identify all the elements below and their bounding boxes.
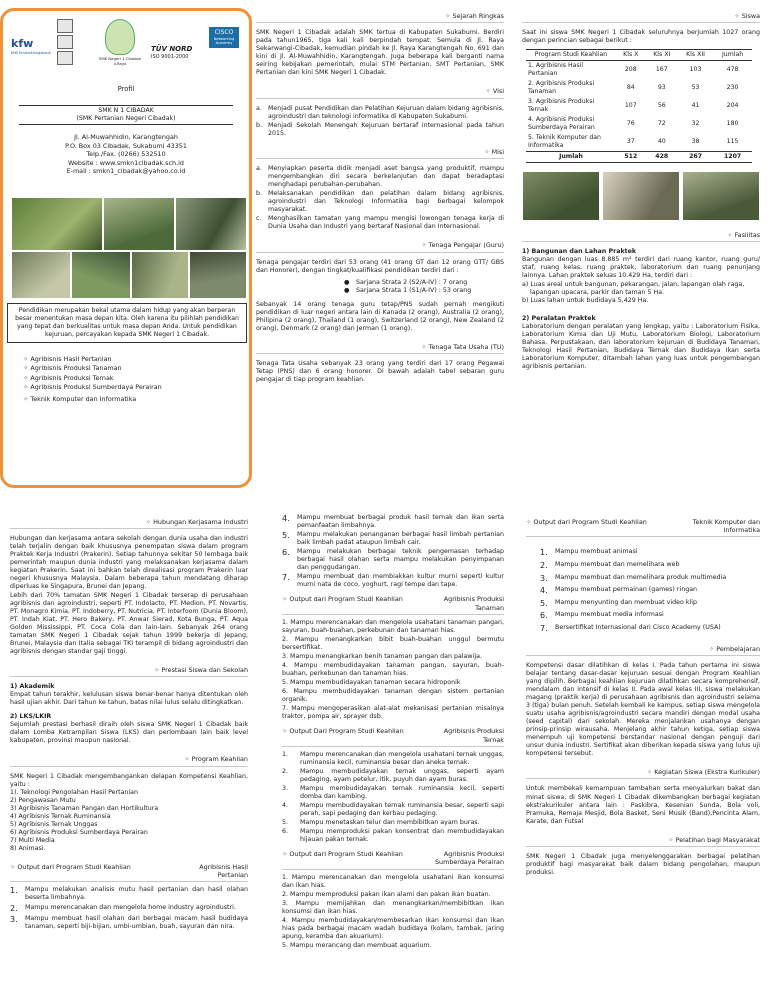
table-header: Kls XI	[646, 50, 678, 61]
kfw-logo-subtext: KfW Entwicklungsbank	[11, 51, 51, 56]
photo-practice	[682, 171, 760, 221]
output-item: 3. Mampu menangkarkan benih tanaman pangan dan palawija.	[282, 652, 482, 660]
photo-students	[175, 197, 247, 251]
photo-collage	[11, 197, 247, 299]
output-perairan-list	[282, 874, 504, 950]
count-cell: 40	[657, 137, 666, 145]
output-ahp-list-cont	[282, 514, 504, 589]
competency-item: 5) Agribisnis Ternak Unggas	[10, 820, 98, 828]
output-item	[282, 514, 504, 530]
hubungan-text: Hubungan dan kerjasama antara sekolah dengan dunia usaha dan industri telah terjalin dengan baik khususnya penempatan siswa dalam program Praktek Kerja Industri (Prakerin). Setiap tahunnya sekitar 50 lembaga baik pemerintah maupun dunia industri yang melaksanakan kerjasama dalam kegiatan Prakerin. Saat ini bahkan telah direalisasi program Prakerin luar negeri khususnya Malaysia. Dalam beberapa tahun mendatang diharap diperluas ke Singapura, Brunei dan Jepang.	[10, 535, 248, 591]
item-text: Mampu melakukan penanganan berbagai hasil limbah pertanian baik limbah padat ataupun limbah cair.	[297, 531, 504, 547]
section-header-tu: ✧ Tenaga Tata Usaha (TU)	[256, 343, 504, 354]
pembelajaran-text: Kompetensi dasar dilatihkan di kelas I. Pada tahun pertama ini siswa belajar tentang dasar-dasar kejuruan sesuai dengan Program Keahlian yang dipilih. Berbagai keahlian kejuruan dilatihkan secara komprehensif, mendalam dan intensif di kelas II. Pada awal kelas III, siswa melakukan magang (praktik kerja) di perusahaan agribisnis dan agroindustri selama 3 (tiga) bulan penuh. Setelah kembali ke kampus, setiap siswa mengelola suatu usaha agribisnis/agroindustri secara mandiri dengan modal usaha (seed capital) dari sekolah. Mereka menjalankan usahanya dengan prinsip-prinsip wirausaha. Menjelang akhir tahun ketiga, setiap siswa menempuh uji kompetensi berstandar nasional dengan penguji dari unsur dunia industri. Sertifikat akan diberikan kepada siswa yang lulus uji kompetensi tersebut.	[526, 661, 760, 758]
output-item	[282, 768, 504, 784]
item-text: Mampu menyunting dan membuat video klip	[555, 598, 697, 606]
akademik-title: 1) Akademik	[10, 683, 55, 691]
count-cell: 478	[726, 66, 739, 74]
total-cell: 428	[646, 151, 678, 162]
photo-class	[131, 251, 189, 299]
output-item	[540, 610, 760, 622]
address-line: Jl. Al-Muwahhidin, Karangtengah	[74, 133, 178, 142]
output-item	[10, 904, 248, 914]
school-name: SMK N 1 CIBADAK	[98, 107, 154, 115]
table-header: Kls XII	[678, 50, 713, 61]
cisco-logo-subtext: Networking Academy	[213, 36, 235, 46]
output-item	[282, 751, 504, 767]
total-cell: 512	[616, 151, 646, 162]
item-text: Mampu membuat dan memelihara web	[555, 560, 680, 568]
competency-item: 1). Teknologi Pengolahan Hasil Pertanian	[10, 788, 139, 796]
output-item: 4. Mampu membudidayakan tanaman pangan, sayuran, buah-buahan, perkebunan dan tanaman hias.	[282, 662, 504, 678]
output-item	[540, 585, 760, 597]
section-header-misi: ✧ Misi	[256, 148, 504, 159]
item-text: Mampu membudidayakan ternak ruminansia besar, seperti sapi perah, sapi pedaging dan kerbau pedaging.	[300, 802, 504, 818]
fasilitas-1-text: Bangunan dengan luas 8.885 m² terdiri dari ruang kantor, ruang guru/ staf, ruang kelas, ruang praktek, laboratorium dan ruang penunjang lainnya. Lahan praktek seluas 10.429 Ha, terdiri dari :	[522, 255, 760, 279]
output-title-left: ✧ Output dari Program Studi Keahlian	[282, 850, 403, 866]
item-number: 5.	[282, 819, 289, 827]
item-text: Mampu membuat hasil olahan dari berbagai macam hasil budidaya tanaman, seperti biji-bijian, umbi-umbian, buah, sayuran dan nira.	[25, 914, 248, 930]
output-item	[282, 548, 504, 572]
section-header-masyarakat: ✧ Pelatihan bagi Masyarakat	[526, 836, 760, 847]
item-number: 3.	[540, 573, 548, 583]
item-text: Mampu melakukan analisis mutu hasil pertanian dan hasil olahan beserta limbahnya.	[25, 886, 248, 902]
table-row	[526, 133, 752, 151]
output-item: 1. Mampu merencanakan dan mengelola usahatani tanaman pangan, sayuran, buah-buahan, perkebunan dan tanaman hias.	[282, 618, 504, 634]
output-title-right: Agribisnis Produksi Tanaman	[443, 595, 504, 612]
school-address	[3, 133, 249, 175]
item-number: 5.	[540, 598, 548, 608]
table-header-row	[526, 50, 752, 61]
output-title-right: Agribisnis Produksi Sumberdaya Perairan	[434, 850, 504, 867]
item-number: 2.	[540, 560, 548, 570]
item-text: Mampu membuat dan memelihara produk multimedia	[555, 573, 727, 581]
siswa-intro: Saat ini siswa SMK Negeri 1 Cibadak seluruhnya berjumlah 1027 orang dengan perincian sebagai berikut :	[522, 29, 760, 45]
output-item: 3. Mampu memijahkan dan menangkarkan/membibitkan ikan konsumsi dan ikan hias.	[282, 899, 504, 915]
output-item	[282, 531, 504, 547]
item-number: 1.	[10, 886, 18, 896]
fasilitas-2-text: Laboratorium dengan peralatan yang lengkap, yaitu : Laboratorium Fisika, Laboratorium Kimia dan Uji Mutu, Laboratorium Biologi, Laboratorium Bahasa, Perpustakaan, dan laboratorium kejuruan di Budidaya Tanaman, Teknologi Hasil Pertanian, Budidaya Ternak dan Budidaya Ikan serta Laboratorium Komputer, ditambah lahan yang luas untuk pengembangan agribisnis pertanian.	[522, 323, 760, 371]
students-table	[526, 49, 752, 162]
table-header: Program Studi Keahlian	[526, 50, 616, 61]
output-item	[540, 623, 760, 635]
visi-item: b. Menjadi Sekolah Menengah Kejuruan bertaraf internasional pada tahun 2015.	[256, 121, 504, 137]
guru-intro: Tenaga pengajar terdiri dari 53 orang (41 orang GT dan 12 orang GTT/ GBS dan Honorer), dengan tingkat/kualifikasi pendidikan terdiri dari :	[256, 258, 504, 274]
history-panel	[256, 8, 508, 496]
photo-building	[522, 171, 600, 221]
item-text: Mampu membuat media informasi	[555, 611, 664, 619]
count-cell: 103	[689, 66, 702, 74]
tuv-logo	[151, 45, 192, 60]
item-number: 4.	[282, 514, 290, 523]
akademik-text: Empat tahun terakhir, kelulusan siswa benar-benar hanya ditentukan oleh hasil ujian akhir. Dari tahun ke tahun, batas nilai lulus selalu ditingkatkan.	[10, 691, 248, 707]
output-item	[282, 819, 504, 827]
competency-item: 8) Animasi.	[10, 845, 46, 853]
total-cell: 267	[678, 151, 713, 162]
item-text: Mampu membudidayakan ternak ruminansia kecil, seperti domba dan kambing.	[300, 784, 504, 800]
output-ahp-list	[10, 886, 248, 930]
output-title-left: ✧ Output dari Program Studi Keahlian	[282, 595, 403, 611]
program-cell: 4. Agribisnis Produksi Sumberdaya Perairan	[528, 115, 595, 131]
section-header-pembelajaran: ✧ Pembelajaran	[526, 645, 760, 656]
output-item: 1. Mampu merencanakan dan mengelola usahatani ikan konsumsi dan ikan hias.	[282, 873, 504, 889]
section-header-prestasi: ✧ Prestasi Siswa dan Sekolah	[10, 666, 248, 677]
count-cell: 93	[657, 84, 666, 92]
item-number: 1.	[282, 750, 289, 758]
photo-lab	[11, 251, 71, 299]
cisco-logo-text: CISCO	[214, 29, 234, 36]
output-title-right: Agribisnis Produksi Ternak	[443, 727, 504, 744]
section-header-guru: ✧ Tenaga Pengajar (Guru)	[256, 241, 504, 252]
output-panel	[282, 514, 504, 1002]
output-tanaman-list	[282, 619, 504, 722]
output-title-right: Teknik Komputer dan Informatika	[692, 518, 760, 535]
table-row	[526, 115, 752, 133]
fasilitas-1-title: 1) Bangunan dan Lahan Praktek	[522, 247, 637, 255]
item-number: 2.	[282, 767, 289, 775]
lks-title: 2) LKS/LKIR	[10, 713, 52, 721]
output-item: 2. Mampu memproduksi pakan ikan alami dan pakan ikan buatan.	[282, 890, 491, 898]
lks-text: Sejumlah prestasi berhasil diraih oleh siswa SMK Negeri 1 Cibadak baik dalam Lomba Ketrampilan Siswa (LKS) dan perlombaan lain baik level kabupaten, provinsi maupun nasional.	[10, 721, 248, 745]
item-number: 7.	[540, 623, 548, 633]
output-item	[282, 573, 504, 589]
item-text: Bersertifikat Internasional dari Cisco Academy (USA)	[555, 623, 721, 631]
item-number: 1.	[540, 548, 548, 558]
table-row	[526, 79, 752, 97]
total-cell: 1207	[713, 151, 752, 162]
cisco-logo	[209, 27, 239, 48]
photo-garden	[71, 251, 131, 299]
count-cell: 41	[691, 101, 700, 109]
output-item	[540, 547, 760, 559]
competency-item: 4) Agribisnis Ternak Ruminansia	[10, 812, 111, 820]
item-number: 5.	[282, 531, 290, 541]
item-number: 6.	[282, 548, 290, 558]
item-number: 3.	[282, 784, 289, 792]
count-cell: 53	[691, 84, 700, 92]
guru-qualification-item: ● Sarjana Strata 2 (S2/A-IV) : 7 orang	[336, 279, 504, 287]
item-text: Mampu memproduksi pakan konsentrat dan membudidayakan hijauan pakan ternak.	[300, 828, 504, 844]
misi-item: c. Menghasilkan tamatan yang mampu mengisi lowongan tenaga kerja di Dunia Usaha dan Industri yang bertaraf Nasional dan Internasional.	[256, 215, 504, 231]
section-header-output-ternak	[282, 727, 504, 746]
guru-qualification-list	[336, 279, 504, 295]
competency-list	[10, 789, 248, 853]
item-number: 4.	[540, 586, 548, 596]
output-item: 2. Mampu menangkarkan bibit buah-buahan unggul bermutu bersertifikat.	[282, 635, 504, 651]
industry-panel	[10, 514, 248, 1002]
count-cell: 32	[691, 119, 700, 127]
output-title-left: ✧ Output Dari Program Studi Keahlian	[282, 727, 404, 743]
profil-label: Profil	[117, 85, 135, 93]
item-number: 3.	[10, 914, 18, 924]
output-title-left: ✧ Output dari Program Studi Keahlian	[10, 863, 131, 879]
count-cell: 208	[624, 66, 637, 74]
tu-text: Tenaga Tata Usaha sebanyak 23 orang yang terdiri dari 17 orang Pegawai Tetap (PNS) dan 6 orang honorer. Di bawah adalah tabel sebaran guru pengajar di tiap program keahlian.	[256, 360, 504, 384]
section-header-siswa: ✧ Siswa	[522, 12, 760, 23]
program-item: ✧ Agribisnis Hasil Pertanian	[23, 355, 243, 364]
table-header: Kls X	[616, 50, 646, 61]
misi-list	[256, 165, 504, 231]
section-header-output-ahp	[10, 863, 248, 882]
output-item	[540, 573, 760, 585]
output-tki-list	[540, 547, 760, 634]
count-cell: 76	[626, 119, 635, 127]
count-cell: 115	[726, 137, 739, 145]
fasilitas-1-item: a) Luas areal untuk bangunan, pekarangan, jalan, lapangan olah raga, lapangan upacara, parkir dan taman 5 Ha.	[522, 280, 745, 296]
program-intro: SMK Negeri 1 Cibadak mengembangankan delapan Kompetensi Keahlian, yaitu :	[10, 772, 248, 788]
misi-item: b. Melaksanakan pendidikan dan pelatihan dalam bidang agribisnis, agroindustri dan Teknologi Informatika bagi berbagai kelompok masyarakat.	[256, 190, 504, 214]
item-number: 7.	[282, 573, 290, 583]
section-header-output-tki	[526, 518, 760, 537]
kfw-logo	[11, 37, 51, 56]
section-header-hubungan: ✧ Hubungan Kerjasama Industri	[10, 518, 248, 529]
table-total-row	[526, 151, 752, 162]
output-ternak-list	[282, 751, 504, 845]
item-text: Mampu melakukan berbagai teknik pengemasan terhadap berbagai hasil olahan serta mampu melakukan penyimpanan dan penggudangan.	[297, 548, 504, 572]
program-item: ✧ Agribisnis Produksi Ternak	[23, 374, 243, 383]
count-cell: 72	[657, 119, 666, 127]
item-number: 6.	[540, 611, 548, 621]
competency-item: 3) Agribisnis Tanaman Pangan dan Hortikultura	[10, 804, 159, 812]
photo-lab-room	[602, 171, 680, 221]
school-subtitle: (SMK Pertanian Negeri Cibadak)	[76, 115, 176, 123]
item-number: 4.	[282, 802, 289, 810]
count-cell: 204	[726, 101, 739, 109]
sejarah-text: SMK Negeri 1 Cibadak adalah SMK tertua di Kabupaten Sukabumi. Berdiri pada tahun1965, tiga kali kali berpindah tempat. Semula di Jl. Raya Sekarwangi-Cibadak, kemudian pindah ke Jl. Raya Karangtengah No. 691 dan kini di Jl. Al-Muwahhidin, Karangtengah. Juga beberapa kali berganti nama seiring kebijakan pemerintah, mulai STM Pertanian, SMT Pertanian, SMK Pertanian dan kini SMK Negeri 1 Cibadak.	[256, 29, 504, 77]
output-title-left: ✧ Output dari Program Studi Keahlian	[526, 518, 647, 534]
misi-item: a. Menyiapkan peserta didik menjadi aset bangsa yang produktif, mampu mengembangkan diri secara berkelanjutan dan dapat beradaptasi menghadapi perubahan-perubahan.	[256, 165, 504, 189]
section-header-output-perairan	[282, 850, 504, 869]
ekstrakurikuler-text: Untuk membekali kemampuan tambahan serta menyalurkan bakat dan minat siswa, di SMK Negeri 1 Cibadak dikembangkan berbagai kegiatan ekstrakurikuler antara lain : Paskibra, Kesenian Sunda, Bola voli, Pramuka, Remaja Mesjid, Bola Basket, Seni Musik (Band),Pencinta Alam, Karate, dan Futsal	[526, 785, 760, 825]
section-header-sejarah: ✧ Sejarah Ringkas	[256, 12, 504, 23]
competency-item: 7) Multi Media	[10, 836, 55, 844]
visi-item: a. Menjadi pusat Pendidikan dan Pelatihan Kejuruan dalam bidang agribisnis, agroindustri dan teknologi informatika di Kabupaten Sukabumi.	[256, 104, 504, 120]
guru-overseas-text: Sebanyak 14 orang tenaga guru tetap/PNS sudah pernah mengikuti pendidikan di luar negeri antara lain di Kanada (2 orang), Australia (2 orang), Philipina (2 orang), Thailand (1 orang), Switzerland (2 orang), New Zealand (2 orang), Denmark (2 orang) dan Jerman (1 orang).	[256, 300, 504, 332]
students-panel	[522, 8, 760, 496]
output-item	[540, 598, 760, 610]
count-cell: 56	[657, 101, 666, 109]
output-item: 5. Mampu merancang dan membuat aquarium.	[282, 942, 432, 949]
program-cell: 3. Agribisnis Produksi Ternak	[528, 97, 595, 113]
competency-item: 2) Pengawasan Mutu	[10, 796, 76, 804]
item-text: Mampu merencanakan dan mengelola usahatani ternak unggas, ruminansia kecil, ruminansia besar dan aneka ternak.	[300, 750, 504, 766]
output-item	[282, 802, 504, 818]
output-item: 4. Mampu membudidayakan/membesarkan ikan konsumsi dan ikan hias pada berbagai macam wadah budidaya (kolam, tambak, jaring apung, keramba dan akuarium).	[282, 916, 504, 940]
quote-box: Pendidikan merupakan bekal utama dalam hidup yang akan berperan besar menentukan masa depan kita. Oleh karena itu pilihlah pendidikan yang tepat dan berkualitas untuk masa depan Anda. Untuk pendidikan kejuruan, percayakan kepada SMK Negeri 1 Cibadak.	[7, 303, 247, 343]
logo-row	[3, 11, 249, 77]
district-emblem-caption: SMK Negeri 1 Cibadak Jl.Raya	[98, 56, 142, 66]
output-item	[10, 915, 248, 931]
program-cell: 5. Teknik Komputer dan Informatika	[528, 133, 601, 149]
count-cell: 230	[726, 84, 739, 92]
photo-field	[11, 197, 103, 251]
program-cell: 1. Agribisnis Hasil Pertanian	[528, 62, 584, 78]
address-line: P.O. Box 03 Cibadak, Sukabumi 43351	[65, 141, 187, 150]
school-badges	[57, 19, 73, 65]
count-cell: 38	[691, 137, 700, 145]
item-text: Mampu membuat berbagai produk hasil ternak dan ikan serta pemanfaatan limbahnya.	[297, 514, 504, 530]
count-cell: 107	[624, 101, 637, 109]
district-emblem-icon	[105, 19, 135, 55]
photo-greenhouse	[103, 197, 175, 251]
table-row	[526, 97, 752, 115]
item-text: Mampu membudidayakan ternak unggas, seperti ayam pedaging, ayam petelur, itik, puyuh dan ayam buras.	[300, 767, 504, 783]
website-line: Website : www.smkn1cibadak.sch.id	[68, 158, 184, 167]
section-header-fasilitas: ✧ Fasilitas	[522, 231, 760, 242]
section-header-visi: ✧ Visi	[256, 87, 504, 98]
hubungan-text-2: Lebih dari 70% tamatan SMK Negeri 1 Cibadak terserap di perusahaan agribisnis dan agroindustri, seperti PT. Indolacto, PT. Medion, PT. Novartis, PT. Monagro Kimia, PT. Indoberry, PT. Nutricia, PT. Interfoom (Dunia Bloom), PT. Indah Kiat, PT. Hero Bakery, PT. Anwar Sierad, Kota Bunga, PT. Aqua Golden Mississippi, PT. Coca Cola dan lain-lain. Sebanyak 264 orang tamatan SMK Negeri 1 Cibadak sejak tahun 1999 bekerja di Jepang, Brunei, Malaysia dan Italia sebagai TKI terampil di bidang agroindustri dan agribisnis dengan standar gaji tinggi.	[10, 591, 248, 655]
count-cell: 84	[626, 84, 635, 92]
tuv-logo-text: TÜV NORD	[151, 45, 193, 53]
section-header-ekstrakurikuler: ✧ Kegiatan Siswa (Ekstra Kurikuler)	[526, 768, 760, 779]
item-text: Mampu membuat animasi	[555, 548, 638, 556]
school-title-block	[19, 105, 233, 125]
section-header-output-tanaman	[282, 595, 504, 614]
guru-qualification-item: ● Sarjana Strata 1 (S1/A-IV) : 53 orang	[336, 287, 504, 295]
output-item	[282, 785, 504, 801]
count-cell: 37	[626, 137, 635, 145]
fasilitas-2-title: 2) Peralatan Praktek	[522, 315, 596, 323]
output-item: 5. Mampu membudidayakan tanaman secara hidroponik	[282, 679, 461, 687]
output-item	[540, 560, 760, 572]
program-list	[23, 355, 243, 404]
competency-item: 6) Agribisnis Produksi Sumberdaya Perairan	[10, 828, 148, 836]
cover-panel	[0, 8, 252, 488]
count-cell: 180	[726, 119, 739, 127]
iso-text: ISO 9001-2000	[151, 53, 189, 60]
program-item: ✧ Agribisnis Produksi Tanaman	[23, 364, 243, 373]
item-number: 2.	[10, 903, 18, 913]
output-item: 7. Mampu mengoperasikan alat-alat mekanisasi pertanian misalnya traktor, pompa air, sprayer dsb.	[282, 705, 504, 721]
address-line: Telp./Fax. (0266) 532510	[86, 150, 166, 159]
output-item: 6. Mampu membudidayakan tanaman dengan sistem pertanian organik.	[282, 688, 504, 704]
item-text: Mampu merencanakan dan mengelola home industry agroindustri.	[25, 903, 236, 911]
item-text: Mampu membuat dan membiakkan kultur murni seperti kultur murni nata de coco, yoghurt, ragi tempe dan tape.	[297, 573, 504, 589]
email-line: E-mail : smkn1_cibadak@yahoo.co.id	[66, 167, 186, 176]
item-number: 6.	[282, 828, 289, 836]
program-item: ✧ Agribisnis Produksi Sumberdaya Perairan	[23, 383, 243, 392]
fasilitas-1-item: b) Luas lahan untuk budidaya 5,429 Ha.	[522, 297, 649, 304]
program-item: ✧ Teknik Komputer dan Informatika	[23, 395, 243, 404]
visi-list	[256, 105, 504, 138]
output-title-right: Agribisnis Hasil Pertanian	[199, 863, 248, 880]
photo-computer	[189, 251, 247, 299]
table-header: Jumlah	[713, 50, 752, 61]
program-cell: 2. Agribisnis Produksi Tanaman	[528, 80, 595, 96]
output-item	[282, 828, 504, 844]
masyarakat-text: SMK Negeri 1 Cibadak juga menyelenggarakan berbagai pelatihan produktif bagi masyarakat baik dalam bidang pengolahan, maupun produksi.	[526, 852, 760, 876]
kfw-logo-text: kfw	[11, 37, 34, 50]
item-text: Mampu membuat permainan (games) ringan	[555, 586, 698, 594]
total-label: Jumlah	[526, 151, 616, 162]
item-text: Mampu menetaskan telur dan membibitkan ayam buras.	[300, 819, 480, 827]
learning-panel	[526, 514, 760, 1002]
output-item	[10, 886, 248, 902]
count-cell: 167	[655, 66, 668, 74]
table-row	[526, 61, 752, 79]
facility-photos	[522, 171, 760, 223]
section-header-program: ✧ Program Keahlian	[10, 755, 248, 766]
